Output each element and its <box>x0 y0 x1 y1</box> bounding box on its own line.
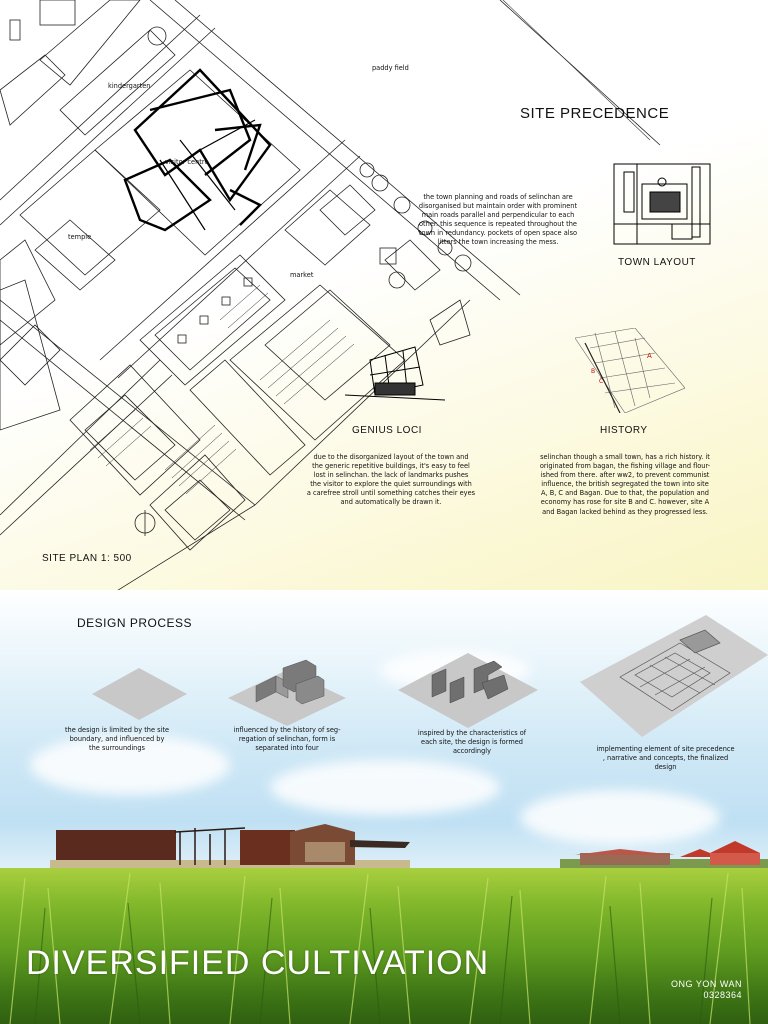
site-precedence-description: the town planning and roads of selinchan are disorganised but maintain order with prominent main roads parallel and perpendicular to each other. this sequence is repeated throughout the town in redundancy. pockets of open space also litters the town increasing the mess. <box>418 193 578 247</box>
town-layout-image <box>612 162 712 247</box>
design-step-4-text: implementing element of site precedence , narrative and concepts, the finalized design <box>596 745 735 772</box>
poster-title: DIVERSIFIED CULTIVATION <box>26 944 490 982</box>
design-step-1-diagram <box>92 668 187 720</box>
svg-text:A: A <box>647 352 652 360</box>
genius-loci-image <box>345 345 445 410</box>
town-layout-label: TOWN LAYOUT <box>618 257 696 268</box>
genius-loci-heading: GENIUS LOCI <box>352 425 422 436</box>
site-plan-title: SITE PLAN 1: 500 <box>42 553 132 564</box>
visitor-centre-label: visitor centre <box>165 158 209 166</box>
design-step-4-diagram <box>580 615 768 737</box>
svg-text:B: B <box>591 368 596 375</box>
design-process-heading: DESIGN PROCESS <box>77 616 193 630</box>
svg-text:C: C <box>599 378 604 385</box>
building-render <box>50 820 410 875</box>
design-step-3-diagram <box>398 643 538 728</box>
history-map-image <box>575 328 685 413</box>
cloud <box>270 760 500 815</box>
author-name: ONG YON WAN <box>670 979 742 989</box>
kindergarten-label: kindergarten <box>108 82 151 90</box>
design-step-2-text: influenced by the history of seg- regation of selinchan, form is separated into four <box>233 726 341 753</box>
genius-loci-text: due to the disorganized layout of the town and the generic repetitive buildings, it's easy to feel lost in selinchan. the lack of landmarks pushes the visitor to explore the quiet surroundings with a carefree stroll until something catches their eyes and automatically be drawn it. <box>306 453 476 507</box>
author-block <box>671 979 742 1001</box>
paddy-field-label: paddy field <box>372 64 409 72</box>
design-step-2-diagram <box>228 656 346 726</box>
history-text: selinchan though a small town, has a rich history. it originated from bagan, the fishing village and flour- ished from there. after ww2, to prevent communist influence, the british segregated the town into site A, B, C and Bagan. Due to that, the population and economy has rose for site B and C. however, site A and Bagan lacked behind as they progressed less. <box>539 453 711 516</box>
student-id: 0328364 <box>703 989 742 1000</box>
market-label: market <box>290 271 314 279</box>
history-heading: HISTORY <box>600 425 648 436</box>
site-precedence-heading: SITE PRECEDENCE <box>520 105 670 122</box>
design-step-1-text: the design is limited by the site boundary, and influenced by the surroundings <box>64 726 170 753</box>
design-step-3-text: inspired by the characteristics of each site, the design is formed accordingly <box>417 729 527 756</box>
temple-label: temple <box>68 233 92 241</box>
